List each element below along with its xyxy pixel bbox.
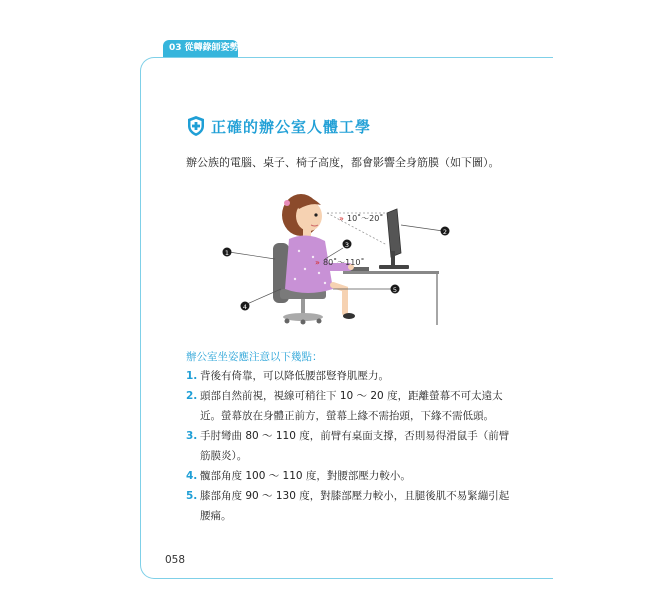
tip-number: 5. xyxy=(186,490,198,502)
tip-number: 1. xyxy=(186,370,198,382)
eye-angle-label: 10˚～20˚ xyxy=(347,214,384,223)
callout-5 xyxy=(391,285,400,295)
tip-number: 2. xyxy=(186,390,198,402)
svg-text:5: 5 xyxy=(392,286,398,294)
monitor-icon xyxy=(379,209,409,269)
section-heading xyxy=(186,115,371,137)
intro-text: 辦公族的電腦、桌子、椅子高度，都會影響全身筋膜（如下圖）。 xyxy=(186,156,500,169)
tip-text: 髖部角度 100 ～ 110 度，對腰部壓力較小。 xyxy=(200,470,411,482)
chapter-tab: 03 從轉錄師姿勢 xyxy=(163,40,238,57)
eye-angle-chevrons: » xyxy=(339,214,344,223)
tip-number: 4. xyxy=(186,470,198,482)
callout-2 xyxy=(441,227,450,237)
svg-text:1: 1 xyxy=(224,249,230,257)
tip-text: 膝部角度 90 ～ 130 度，對膝部壓力較小，且腿後肌不易緊繃引起腰痛。 xyxy=(200,490,510,522)
page-number: 058 xyxy=(165,554,186,566)
callout-1 xyxy=(223,248,232,258)
svg-text:2: 2 xyxy=(442,228,448,236)
list-item xyxy=(186,366,516,386)
callout-4 xyxy=(241,302,250,312)
list-item xyxy=(186,386,516,426)
arm-angle-label: 80˚～110˚ xyxy=(323,258,365,267)
list-item xyxy=(186,486,516,526)
list-item xyxy=(186,466,516,486)
tip-text: 頭部自然前視，視線可稍往下 10 ～ 20 度，距離螢幕不可太遠太近。螢幕放在身體正前方，螢幕上緣不需抬頭，下緣不需低頭。 xyxy=(200,390,503,422)
tips-heading: 辦公室坐姿應注意以下幾點： xyxy=(186,351,323,363)
tip-text: 背後有倚靠，可以降低腰部豎脊肌壓力。 xyxy=(200,370,389,382)
shield-icon xyxy=(186,115,206,137)
desk-icon xyxy=(343,267,439,325)
tip-text: 手肘彎曲 80 ～ 110 度，前臂有桌面支撐，否則易得滑鼠手（前臂筋膜炎）。 xyxy=(200,430,510,462)
tips-list xyxy=(186,366,516,526)
tip-number: 3. xyxy=(186,430,198,442)
svg-text:3: 3 xyxy=(344,241,350,249)
ergonomics-figure xyxy=(215,185,455,330)
section-title: 正確的辦公室人體工學 xyxy=(211,117,372,136)
callout-3 xyxy=(343,240,352,250)
svg-text:4: 4 xyxy=(242,303,248,311)
arm-angle-chevrons: » xyxy=(315,258,320,267)
list-item xyxy=(186,426,516,466)
